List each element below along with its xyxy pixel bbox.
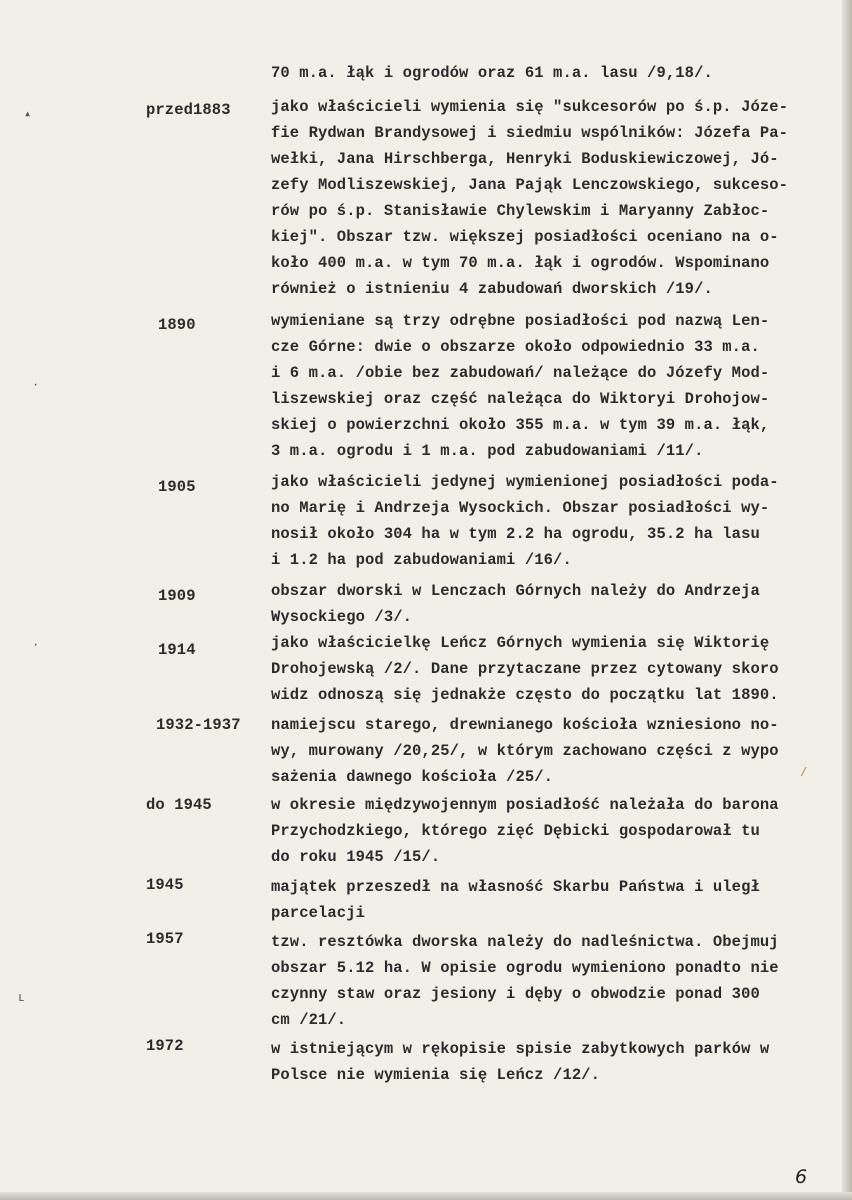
- text-line: Wysockiego /3/.: [271, 608, 413, 626]
- year-label: przed1883: [146, 101, 231, 119]
- paper-edge: [0, 1192, 852, 1200]
- text-line: w okresie międzywojennym posiadłość należała do barona: [271, 796, 779, 814]
- paper-edge: [842, 0, 852, 1200]
- text-line: namiejscu starego, drewnianego kościoła wzniesiono no-: [271, 716, 779, 734]
- text-line: Polsce nie wymienia się Leńcz /12/.: [271, 1066, 601, 1084]
- year-label: 1945: [146, 876, 184, 894]
- text-line: zefy Modliszewskiej, Jana Pająk Lenczowskiego, sukceso-: [271, 176, 789, 194]
- year-label: do 1945: [146, 796, 212, 814]
- text-line: jako właścicieli jedynej wymienionej posiadłości poda-: [271, 473, 779, 491]
- margin-mark: ▴: [24, 107, 32, 121]
- margin-mark: ·: [32, 638, 40, 652]
- text-line: liszewskiej oraz część należąca do Wiktoryi Drohojow-: [271, 390, 770, 408]
- text-line: cze Górne: dwie o obszarze około odpowiednio 33 m.a.: [271, 338, 760, 356]
- margin-mark: /: [800, 766, 808, 780]
- text-line: majątek przeszedł na własność Skarbu Państwa i uległ: [271, 878, 760, 896]
- year-label: 1909: [158, 587, 196, 605]
- year-label: 1957: [146, 930, 184, 948]
- text-line: sażenia dawnego kościoła /25/.: [271, 768, 554, 786]
- text-line: no Marię i Andrzeja Wysockich. Obszar posiadłości wy-: [271, 499, 770, 517]
- margin-mark: ·: [32, 378, 40, 392]
- page-number: 6: [795, 1166, 808, 1188]
- text-line: w istniejącym w rękopisie spisie zabytkowych parków w: [271, 1040, 770, 1058]
- text-line: i 6 m.a. /obie bez zabudowań/ należące do Józefy Mod-: [271, 364, 770, 382]
- text-line: tzw. resztówka dworska należy do nadleśnictwa. Obejmuj: [271, 933, 779, 951]
- text-line: Drohojewską /2/. Dane przytaczane przez cytowany skoro: [271, 660, 779, 678]
- text-line: rów po ś.p. Stanisławie Chylewskim i Maryanny Zabłoc-: [271, 202, 770, 220]
- text-line: fie Rydwan Brandysowej i siedmiu wspólników: Józefa Pa-: [271, 124, 789, 142]
- text-line: widz odnoszą się jednakże często do początku lat 1890.: [271, 686, 779, 704]
- text-line: czynny staw oraz jesiony i dęby o obwodzie ponad 300: [271, 985, 760, 1003]
- text-line: i 1.2 ha pod zabudowaniami /16/.: [271, 551, 572, 569]
- text-line: skiej o powierzchni około 355 m.a. w tym 39 m.a. łąk,: [271, 416, 770, 434]
- text-line: koło 400 m.a. w tym 70 m.a. łąk i ogrodów. Wspominano: [271, 254, 770, 272]
- year-label: 1890: [158, 316, 196, 334]
- text-line: wełki, Jana Hirschberga, Henryki Boduskiewiczowej, Jó-: [271, 150, 779, 168]
- text-line: parcelacji: [271, 904, 366, 922]
- text-line: jako właścicieli wymienia się "sukcesorów po ś.p. Józe-: [271, 98, 789, 116]
- text-line: również o istnieniu 4 zabudowań dworskich /19/.: [271, 280, 713, 298]
- text-line: wymieniane są trzy odrębne posiadłości pod nazwą Len-: [271, 312, 770, 330]
- text-line: Przychodzkiego, którego zięć Dębicki gospodarował tu: [271, 822, 760, 840]
- text-line: kiej". Obszar tzw. większej posiadłości oceniano na o-: [271, 228, 779, 246]
- text-line: do roku 1945 /15/.: [271, 848, 441, 866]
- year-label: 1914: [158, 641, 196, 659]
- text-line: 3 m.a. ogrodu i 1 m.a. pod zabudowaniami /11/.: [271, 442, 704, 460]
- margin-mark: ւ: [18, 991, 26, 1005]
- year-label: 1932-1937: [156, 716, 241, 734]
- text-line: obszar dworski w Lenczach Górnych należy do Andrzeja: [271, 582, 760, 600]
- year-label: 1972: [146, 1037, 184, 1055]
- text-line: nosił około 304 ha w tym 2.2 ha ogrodu, 35.2 ha lasu: [271, 525, 760, 543]
- text-line: wy, murowany /20,25/, w którym zachowano części z wypo: [271, 742, 779, 760]
- text-line: 70 m.a. łąk i ogrodów oraz 61 m.a. lasu /9,18/.: [271, 64, 713, 82]
- text-line: obszar 5.12 ha. W opisie ogrodu wymieniono ponadto nie: [271, 959, 779, 977]
- text-line: jako właścicielkę Leńcz Górnych wymienia się Wiktorię: [271, 634, 770, 652]
- text-line: cm /21/.: [271, 1011, 347, 1029]
- year-label: 1905: [158, 478, 196, 496]
